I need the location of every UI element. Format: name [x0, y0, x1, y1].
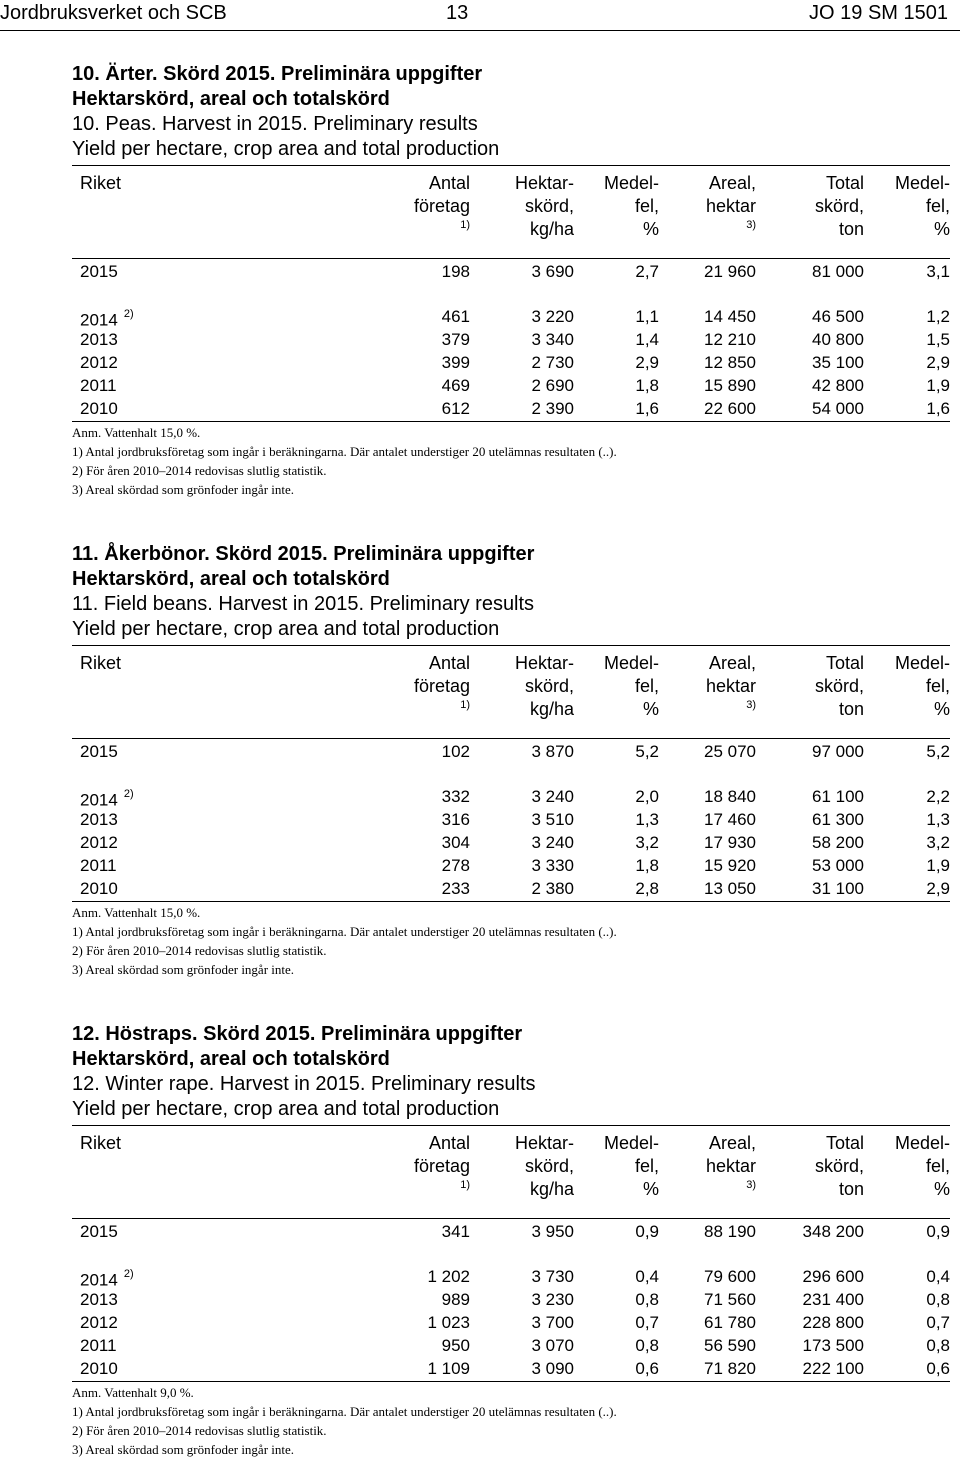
- header-agency: Jordbruksverket och SCB: [0, 2, 227, 24]
- table-cell: 61 300: [812, 810, 864, 829]
- note-line: Anm. Vattenhalt 9,0 %.: [72, 1385, 194, 1400]
- row-year: [80, 854, 117, 877]
- row-year-text: 2010: [80, 879, 118, 898]
- note-line: 1) Antal jordbruksföretag som ingår i beräkningarna. Där antalet understiger 20 utelämnas resultaten (..).: [72, 924, 617, 939]
- table-row: [0, 740, 960, 763]
- table-cell: 222 100: [802, 1359, 864, 1378]
- table-cell: 42 800: [812, 376, 864, 395]
- table-cell: 3 240: [531, 787, 574, 806]
- col-header-hektarskord: [515, 652, 574, 721]
- col-header-medelfel-total-line: %: [933, 219, 950, 239]
- table-cell: 79 600: [704, 1267, 756, 1286]
- table-cell: 950: [441, 1336, 470, 1355]
- table-cell: 0,8: [635, 1336, 659, 1355]
- note-line: 2) För åren 2010–2014 redovisas slutlig statistik.: [72, 463, 327, 478]
- table-cell: 0,7: [926, 1313, 950, 1332]
- col-header-medelfel: [604, 172, 659, 241]
- table-cell: 2,9: [635, 353, 659, 372]
- col-header-totalskord-line: ton: [838, 699, 864, 719]
- col-header-antal: [414, 172, 470, 232]
- col-header-areal-footnote-ref: 3): [746, 219, 756, 231]
- table-cell: 469: [441, 376, 470, 395]
- title-swedish: 11. Åkerbönor. Skörd 2015. Preliminära uppgifter: [72, 543, 535, 565]
- note-line: Anm. Vattenhalt 15,0 %.: [72, 425, 201, 440]
- table-cell: 1,9: [926, 856, 950, 875]
- table-cell: 0,6: [635, 1359, 659, 1378]
- col-header-hektarskord-line: Hektar-: [514, 173, 574, 193]
- table-row: [0, 260, 960, 283]
- col-header-areal-line: hektar: [705, 196, 756, 216]
- table-cell: 1,4: [635, 330, 659, 349]
- table-cell: 58 200: [812, 833, 864, 852]
- table-top-rule: [72, 645, 950, 646]
- table-header-rule: [72, 738, 950, 739]
- row-year-text: 2014: [80, 790, 118, 810]
- col-header-antal: [414, 652, 470, 712]
- title-english: 10. Peas. Harvest in 2015. Preliminary results: [72, 113, 478, 135]
- col-header-medelfel-total-line: %: [933, 1179, 950, 1199]
- row-year-text: 2014: [80, 310, 118, 330]
- col-header-hektarskord-line: kg/ha: [529, 699, 574, 719]
- title-english: 12. Winter rape. Harvest in 2015. Preliminary results: [72, 1073, 536, 1095]
- note-line: 2) För åren 2010–2014 redovisas slutlig statistik.: [72, 1423, 327, 1438]
- table-cell: 71 820: [704, 1359, 756, 1378]
- col-header-areal-footnote-ref: 3): [746, 1179, 756, 1191]
- subtitle-swedish: Hektarskörd, areal och totalskörd: [72, 568, 390, 590]
- table-cell: 461: [441, 307, 470, 326]
- table-cell: 316: [441, 810, 470, 829]
- col-header-totalskord-line: skörd,: [814, 1156, 864, 1176]
- table-cell: 21 960: [704, 262, 756, 281]
- row-year: [80, 1220, 118, 1243]
- col-header-medelfel-total-line: Medel-: [894, 173, 950, 193]
- col-header-areal: [706, 652, 756, 712]
- subtitle-english: Yield per hectare, crop area and total production: [72, 138, 500, 160]
- row-year: [80, 260, 118, 283]
- row-year: [80, 351, 118, 374]
- table-row: [0, 1288, 960, 1311]
- col-header-riket: Riket: [80, 1133, 122, 1153]
- table-cell: 12 850: [704, 353, 756, 372]
- table-cell: 1,6: [635, 399, 659, 418]
- col-header-areal-line: Areal,: [708, 653, 756, 673]
- table-top-rule: [72, 1125, 950, 1126]
- col-header-riket: Riket: [80, 173, 122, 193]
- page-header: [0, 0, 960, 34]
- row-footnote-ref: 2): [123, 308, 134, 320]
- col-header-totalskord-line: Total: [825, 173, 864, 193]
- col-header-medelfel-total: [895, 652, 950, 721]
- table-cell: 399: [441, 353, 470, 372]
- title-swedish: 10. Ärter. Skörd 2015. Preliminära uppgifter: [72, 63, 483, 85]
- table-cell: 1,6: [926, 399, 950, 418]
- row-year-text: 2015: [80, 742, 118, 761]
- table-cell: 15 920: [704, 856, 756, 875]
- table-cell: 228 800: [802, 1313, 864, 1332]
- table-cell: 0,6: [926, 1359, 950, 1378]
- table-cell: 1 023: [427, 1313, 470, 1332]
- row-year: [80, 831, 118, 854]
- col-header-medelfel-total-line: fel,: [925, 196, 950, 216]
- table-cell: 0,8: [926, 1336, 950, 1355]
- subtitle-english: Yield per hectare, crop area and total production: [72, 1098, 500, 1120]
- row-year: [80, 1334, 117, 1357]
- table-header-rule: [72, 258, 950, 259]
- row-year: [80, 1311, 118, 1334]
- table-cell: 2,9: [926, 353, 950, 372]
- col-header-antal-line: företag: [413, 196, 470, 216]
- table-cell: 3 700: [531, 1313, 574, 1332]
- col-header-hektarskord-line: Hektar-: [514, 653, 574, 673]
- table-cell: 2 380: [531, 879, 574, 898]
- col-header-medelfel-line: Medel-: [603, 653, 659, 673]
- table-row: [0, 397, 960, 420]
- row-year: [80, 740, 118, 763]
- table-cell: 13 050: [704, 879, 756, 898]
- table-row: [0, 328, 960, 351]
- table-cell: 0,7: [635, 1313, 659, 1332]
- table-cell: 2 390: [531, 399, 574, 418]
- table-top-rule: [72, 165, 950, 166]
- table-row: [0, 1220, 960, 1243]
- table-cell: 348 200: [802, 1222, 864, 1241]
- table-row: [0, 374, 960, 397]
- table-row: [0, 1334, 960, 1357]
- note-line: 3) Areal skördad som grönfoder ingår inte.: [72, 962, 295, 977]
- col-header-antal-line: Antal: [428, 173, 470, 193]
- row-year: [80, 397, 118, 420]
- table-cell: 1,2: [926, 307, 950, 326]
- table-notes: [72, 1383, 617, 1459]
- note-line: 2) För åren 2010–2014 redovisas slutlig statistik.: [72, 943, 327, 958]
- row-year-text: 2012: [80, 833, 118, 852]
- note-line: 1) Antal jordbruksföretag som ingår i beräkningarna. Där antalet understiger 20 utelämnas resultaten (..).: [72, 444, 617, 459]
- table-cell: 3 070: [531, 1336, 574, 1355]
- col-header-medelfel-total-line: fel,: [925, 1156, 950, 1176]
- table-cell: 3 230: [531, 1290, 574, 1309]
- table-cell: 3,2: [635, 833, 659, 852]
- table-cell: 231 400: [802, 1290, 864, 1309]
- table-cell: 18 840: [704, 787, 756, 806]
- row-year-text: 2011: [80, 376, 117, 395]
- table-row: [0, 785, 960, 808]
- table-cell: 1,9: [926, 376, 950, 395]
- col-header-antal-footnote-ref: 1): [460, 219, 470, 231]
- table-notes: [72, 903, 617, 979]
- table-cell: 2 730: [531, 353, 574, 372]
- table-cell: 3,1: [926, 262, 950, 281]
- col-header-totalskord-line: ton: [838, 1179, 864, 1199]
- note-line: 1) Antal jordbruksföretag som ingår i beräkningarna. Där antalet understiger 20 utelämnas resultaten (..).: [72, 1404, 617, 1419]
- table-cell: 1,8: [635, 376, 659, 395]
- table-row: [0, 305, 960, 328]
- table-cell: 198: [441, 262, 470, 281]
- table-cell: 3 220: [531, 307, 574, 326]
- col-header-totalskord-line: ton: [838, 219, 864, 239]
- table-cell: 88 190: [704, 1222, 756, 1241]
- table-cell: 53 000: [812, 856, 864, 875]
- table-cell: 332: [441, 787, 470, 806]
- col-header-areal-footnote-ref: 3): [746, 699, 756, 711]
- table-cell: 2,2: [926, 787, 950, 806]
- row-year-text: 2013: [80, 330, 118, 349]
- table-cell: 0,4: [635, 1267, 659, 1286]
- col-header-antal: [414, 1132, 470, 1192]
- table-cell: 2 690: [531, 376, 574, 395]
- table-cell: 0,8: [635, 1290, 659, 1309]
- table-row: [0, 831, 960, 854]
- row-year-text: 2012: [80, 353, 118, 372]
- col-header-hektarskord: [515, 1132, 574, 1201]
- table-cell: 3 330: [531, 856, 574, 875]
- col-header-areal-line: hektar: [705, 1156, 756, 1176]
- page-number: 13: [446, 2, 469, 24]
- table-cell: 102: [441, 742, 470, 761]
- row-year: [80, 877, 118, 900]
- col-header-medelfel-total-line: Medel-: [894, 653, 950, 673]
- table-cell: 61 780: [704, 1313, 756, 1332]
- table-cell: 5,2: [635, 742, 659, 761]
- col-header-medelfel-line: %: [642, 1179, 659, 1199]
- col-header-medelfel-line: Medel-: [603, 173, 659, 193]
- col-header-antal-footnote-ref: 1): [460, 699, 470, 711]
- col-header-hektarskord-line: Hektar-: [514, 1133, 574, 1153]
- subtitle-swedish: Hektarskörd, areal och totalskörd: [72, 1048, 390, 1070]
- table-cell: 1,5: [926, 330, 950, 349]
- row-footnote-ref: 2): [123, 1268, 134, 1280]
- table-cell: 3 240: [531, 833, 574, 852]
- table-cell: 233: [441, 879, 470, 898]
- row-year: [80, 1288, 118, 1311]
- col-header-areal: [706, 172, 756, 232]
- col-header-hektarskord-line: skörd,: [524, 1156, 574, 1176]
- table-bottom-rule: [72, 901, 950, 902]
- table-row: [0, 1357, 960, 1380]
- table-cell: 15 890: [704, 376, 756, 395]
- table-cell: 341: [441, 1222, 470, 1241]
- col-header-medelfel-total: [895, 1132, 950, 1201]
- col-header-medelfel: [604, 652, 659, 721]
- col-header-totalskord: [815, 1132, 864, 1201]
- row-year: [80, 1357, 118, 1380]
- col-header-antal-footnote-ref: 1): [460, 1179, 470, 1191]
- table-cell: 31 100: [812, 879, 864, 898]
- row-year-text: 2014: [80, 1270, 118, 1290]
- table-cell: 54 000: [812, 399, 864, 418]
- table-header-rule: [72, 1218, 950, 1219]
- row-year-text: 2013: [80, 810, 118, 829]
- col-header-totalskord-line: Total: [825, 653, 864, 673]
- table-bottom-rule: [72, 421, 950, 422]
- table-cell: 5,2: [926, 742, 950, 761]
- table-cell: 25 070: [704, 742, 756, 761]
- subtitle-swedish: Hektarskörd, areal och totalskörd: [72, 88, 390, 110]
- table-cell: 3,2: [926, 833, 950, 852]
- table-cell: 1 202: [427, 1267, 470, 1286]
- table-cell: 1 109: [427, 1359, 470, 1378]
- col-header-medelfel-line: %: [642, 699, 659, 719]
- title-swedish: 12. Höstraps. Skörd 2015. Preliminära uppgifter: [72, 1023, 523, 1045]
- table-cell: 61 100: [812, 787, 864, 806]
- table-cell: 2,7: [635, 262, 659, 281]
- table-cell: 1,3: [926, 810, 950, 829]
- row-year-text: 2015: [80, 262, 118, 281]
- table-cell: 40 800: [812, 330, 864, 349]
- table-row: [0, 877, 960, 900]
- note-line: Anm. Vattenhalt 15,0 %.: [72, 905, 201, 920]
- row-footnote-ref: 2): [123, 788, 134, 800]
- table-cell: 71 560: [704, 1290, 756, 1309]
- table-notes: [72, 423, 617, 499]
- table-cell: 379: [441, 330, 470, 349]
- table-cell: 17 930: [704, 833, 756, 852]
- row-year: [80, 328, 118, 351]
- table-cell: 0,9: [635, 1222, 659, 1241]
- table-cell: 56 590: [704, 1336, 756, 1355]
- row-year-text: 2012: [80, 1313, 118, 1332]
- table-cell: 173 500: [802, 1336, 864, 1355]
- table-row: [0, 808, 960, 831]
- col-header-medelfel-total-line: fel,: [925, 676, 950, 696]
- report-id: JO 19 SM 1501: [809, 2, 948, 24]
- table-row: [0, 351, 960, 374]
- col-header-areal: [706, 1132, 756, 1192]
- col-header-antal-line: företag: [413, 1156, 470, 1176]
- col-header-hektarskord-line: kg/ha: [529, 219, 574, 239]
- col-header-areal-line: Areal,: [708, 173, 756, 193]
- table-cell: 3 690: [531, 262, 574, 281]
- col-header-areal-line: hektar: [705, 676, 756, 696]
- table-cell: 22 600: [704, 399, 756, 418]
- table-cell: 1,3: [635, 810, 659, 829]
- table-cell: 278: [441, 856, 470, 875]
- table-cell: 2,0: [635, 787, 659, 806]
- header-rule: [0, 30, 960, 31]
- col-header-medelfel-total-line: %: [933, 699, 950, 719]
- col-header-medelfel-total: [895, 172, 950, 241]
- col-header-hektarskord-line: skörd,: [524, 676, 574, 696]
- col-header-medelfel-line: fel,: [634, 196, 659, 216]
- row-year-text: 2010: [80, 399, 118, 418]
- row-year-text: 2015: [80, 1222, 118, 1241]
- row-year-text: 2011: [80, 856, 117, 875]
- subtitle-english: Yield per hectare, crop area and total production: [72, 618, 500, 640]
- row-year: [80, 374, 117, 397]
- col-header-antal-line: företag: [413, 676, 470, 696]
- table-row: [0, 1311, 960, 1334]
- table-cell: 35 100: [812, 353, 864, 372]
- table-cell: 0,8: [926, 1290, 950, 1309]
- table-cell: 1,8: [635, 856, 659, 875]
- table-cell: 0,9: [926, 1222, 950, 1241]
- table-cell: 3 340: [531, 330, 574, 349]
- table-cell: 0,4: [926, 1267, 950, 1286]
- col-header-antal-line: Antal: [428, 653, 470, 673]
- table-cell: 2,9: [926, 879, 950, 898]
- col-header-totalskord-line: Total: [825, 1133, 864, 1153]
- col-header-riket: Riket: [80, 653, 122, 673]
- table-cell: 12 210: [704, 330, 756, 349]
- col-header-medelfel: [604, 1132, 659, 1201]
- row-year-text: 2013: [80, 1290, 118, 1309]
- table-cell: 612: [441, 399, 470, 418]
- table-cell: 17 460: [704, 810, 756, 829]
- table-cell: 2,8: [635, 879, 659, 898]
- col-header-medelfel-line: Medel-: [603, 1133, 659, 1153]
- col-header-medelfel-line: %: [642, 219, 659, 239]
- row-year-text: 2011: [80, 1336, 117, 1355]
- table-row: [0, 1265, 960, 1288]
- table-bottom-rule: [72, 1381, 950, 1382]
- table-row: [0, 854, 960, 877]
- note-line: 3) Areal skördad som grönfoder ingår inte.: [72, 482, 295, 497]
- col-header-medelfel-line: fel,: [634, 1156, 659, 1176]
- col-header-totalskord-line: skörd,: [814, 196, 864, 216]
- table-cell: 304: [441, 833, 470, 852]
- table-cell: 296 600: [802, 1267, 864, 1286]
- table-cell: 81 000: [812, 262, 864, 281]
- table-cell: 3 090: [531, 1359, 574, 1378]
- table-cell: 1,1: [635, 307, 659, 326]
- col-header-medelfel-line: fel,: [634, 676, 659, 696]
- row-year: [80, 808, 118, 831]
- col-header-antal-line: Antal: [428, 1133, 470, 1153]
- table-cell: 3 730: [531, 1267, 574, 1286]
- title-english: 11. Field beans. Harvest in 2015. Preliminary results: [72, 593, 535, 615]
- row-year-text: 2010: [80, 1359, 118, 1378]
- col-header-totalskord: [815, 652, 864, 721]
- table-cell: 97 000: [812, 742, 864, 761]
- col-header-totalskord: [815, 172, 864, 241]
- col-header-areal-line: Areal,: [708, 1133, 756, 1153]
- col-header-medelfel-total-line: Medel-: [894, 1133, 950, 1153]
- col-header-totalskord-line: skörd,: [814, 676, 864, 696]
- col-header-hektarskord: [515, 172, 574, 241]
- col-header-hektarskord-line: kg/ha: [529, 1179, 574, 1199]
- table-cell: 3 870: [531, 742, 574, 761]
- table-cell: 989: [441, 1290, 470, 1309]
- table-cell: 3 510: [531, 810, 574, 829]
- table-cell: 46 500: [812, 307, 864, 326]
- table-cell: 14 450: [704, 307, 756, 326]
- note-line: 3) Areal skördad som grönfoder ingår inte.: [72, 1442, 295, 1457]
- col-header-hektarskord-line: skörd,: [524, 196, 574, 216]
- table-cell: 3 950: [531, 1222, 574, 1241]
